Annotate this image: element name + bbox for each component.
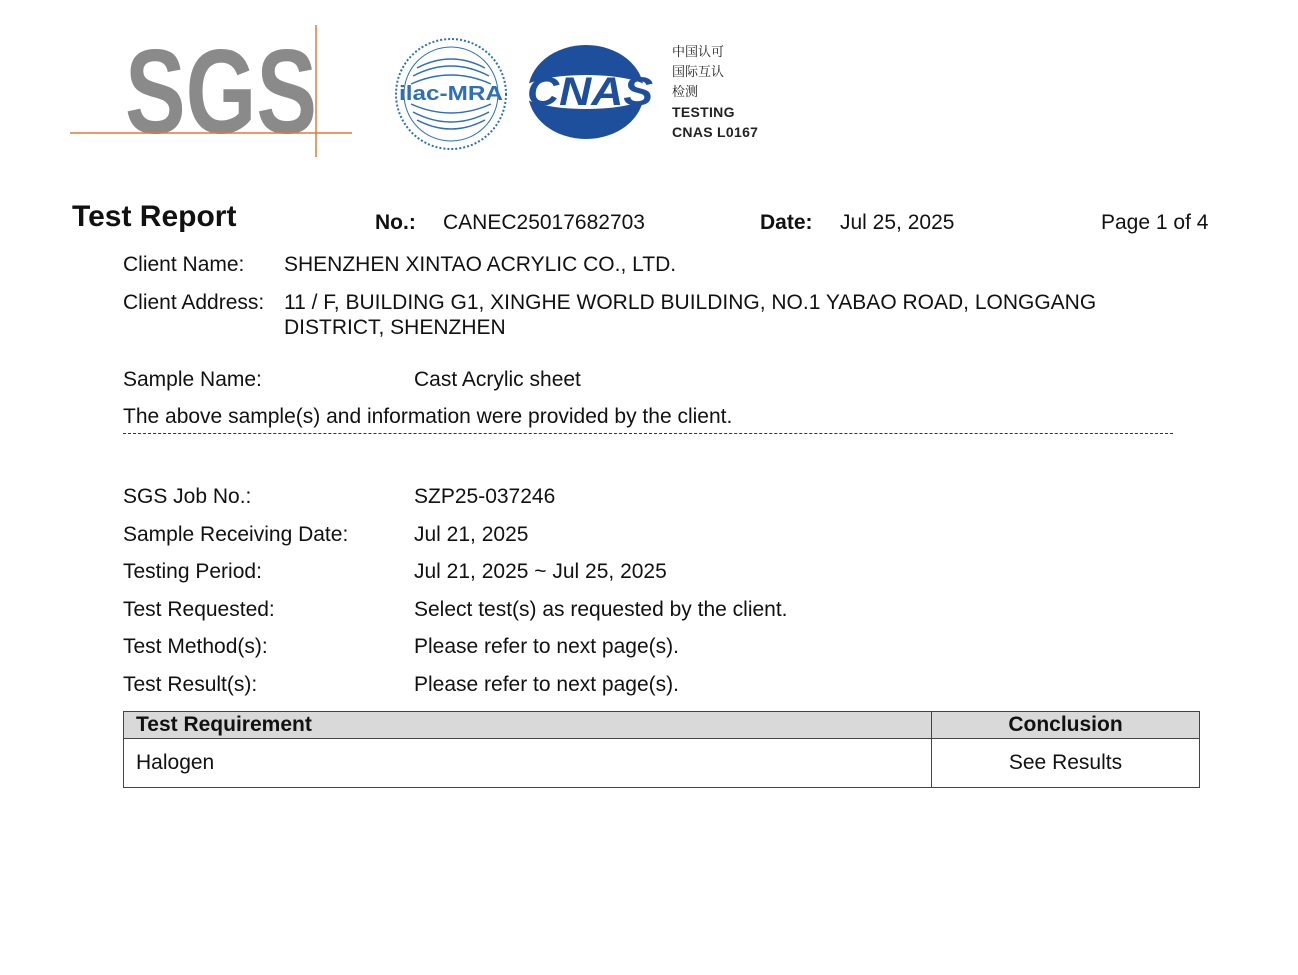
cert-line-testing: TESTING: [672, 104, 735, 120]
table-row: [124, 739, 1200, 788]
sample-name-label: Sample Name:: [123, 368, 262, 391]
client-name-value: SHENZHEN XINTAO ACRYLIC CO., LTD.: [284, 253, 677, 276]
client-name-label: Client Name:: [123, 253, 245, 276]
test-requested-value: Select test(s) as requested by the client.: [414, 598, 788, 621]
client-address-label: Client Address:: [123, 291, 265, 314]
test-requested-label: Test Requested:: [123, 598, 275, 621]
test-result-value: Please refer to next page(s).: [414, 673, 679, 696]
sample-name-value: Cast Acrylic sheet: [414, 368, 581, 391]
table-header-row: [124, 712, 1200, 739]
table-cell-conclusion: See Results: [932, 739, 1200, 788]
ilac-mra-logo: [393, 36, 509, 152]
client-address-line1: 11 / F, BUILDING G1, XINGHE WORLD BUILDING, NO.1 YABAO ROAD, LONGGANG: [284, 291, 1097, 314]
cert-line-2: 国际互认: [672, 64, 725, 79]
sgs-logo-text: SGS: [125, 25, 317, 157]
receiving-date-value: Jul 21, 2025: [414, 523, 529, 546]
report-date-value: Jul 25, 2025: [840, 211, 955, 234]
cert-line-3: 检测: [672, 84, 699, 99]
job-number-value: SZP25-037246: [414, 485, 556, 508]
sample-note: The above sample(s) and information were provided by the client.: [123, 405, 733, 428]
table-header-conclusion: Conclusion: [932, 712, 1200, 739]
receiving-date-label: Sample Receiving Date:: [123, 523, 349, 546]
table-cell-requirement: Halogen: [124, 739, 932, 788]
test-method-value: Please refer to next page(s).: [414, 635, 679, 658]
ilac-logo-text: ilac-MRA: [399, 83, 503, 105]
job-number-label: SGS Job No.:: [123, 485, 252, 508]
test-method-label: Test Method(s):: [123, 635, 268, 658]
cert-line-1: 中国认可: [672, 44, 725, 59]
table-header-requirement: Test Requirement: [124, 712, 932, 739]
testing-period-value: Jul 21, 2025 ~ Jul 25, 2025: [414, 560, 667, 583]
testing-period-label: Testing Period:: [123, 560, 262, 583]
report-title: Test Report: [72, 200, 237, 233]
cnas-logo: [524, 42, 656, 142]
dashed-divider: [123, 433, 1173, 434]
sgs-logo: [70, 25, 355, 157]
client-address-line2: DISTRICT, SHENZHEN: [284, 316, 506, 339]
cert-line-cnas-number: CNAS L0167: [672, 124, 759, 140]
report-number-label: No.:: [375, 211, 416, 234]
result-table: [123, 711, 1200, 788]
test-result-label: Test Result(s):: [123, 673, 258, 696]
cnas-logo-text: CNAS: [527, 70, 654, 114]
page-indicator: Page 1 of 4: [1101, 211, 1209, 234]
report-number-value: CANEC25017682703: [443, 211, 645, 234]
report-date-label: Date:: [760, 211, 813, 234]
